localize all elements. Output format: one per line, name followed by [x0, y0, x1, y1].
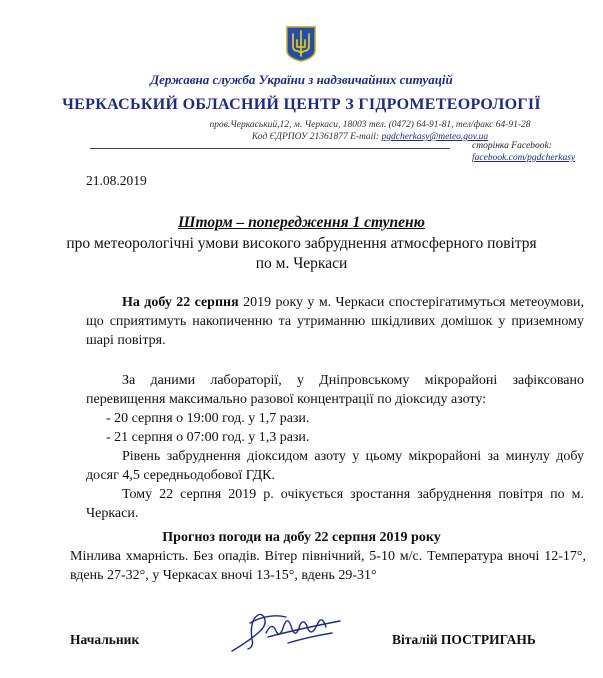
document-subtitle: про метеорологічні умови високого забруднення атмосферного повітря по м. Черкаси	[66, 235, 537, 272]
document-date: 21.08.2019	[86, 173, 147, 188]
header-divider	[90, 148, 450, 149]
facebook-label: сторінка Facebook:	[472, 141, 552, 151]
list-item: - 21 серпня о 07:00 год. у 1,3 рази.	[106, 430, 310, 445]
document-title: Шторм – попередження 1 ступеню	[178, 214, 425, 231]
handwritten-signature-icon	[228, 603, 348, 655]
paragraph-pollution-level: Рівень забруднення діоксидом азоту у цьому мікрорайоні за минулу добу досяг 4,5 середньодобової ГДК.	[86, 449, 584, 483]
forecast-title: Прогноз погоди на добу 22 серпня 2019 року	[162, 530, 441, 545]
list-item: - 20 серпня о 19:00 год. у 1,7 рази.	[106, 411, 310, 426]
paragraph-date-bold: На добу 22 серпня	[122, 295, 239, 310]
forecast-text: Мінлива хмарність. Без опадів. Вітер північний, 5-10 м/с. Температура вночі 12-17°, вдень 27-32°, у Черкасах вночі 13-15°, вдень 29-31°	[70, 549, 586, 583]
paragraph-lab-data: За даними лабораторії, у Дніпровському мікрорайоні зафіксовано перевищення максимально разової концентрації по діоксиду азоту:	[86, 373, 584, 407]
agency-name: Державна служба України з надзвичайних ситуацій	[150, 72, 453, 87]
facebook-info	[472, 140, 575, 164]
paragraph-expectation: Тому 22 серпня 2019 р. очікується зростання забруднення повітря по м. Черкаси.	[86, 487, 584, 521]
center-name: ЧЕРКАСЬКИЙ ОБЛАСНИЙ ЦЕНТР З ГІДРОМЕТЕОРОЛОГІЇ	[62, 96, 541, 113]
signer-position: Начальник	[70, 632, 140, 647]
paragraph-forecast-conditions	[86, 293, 584, 350]
facebook-link[interactable]: facebook.com/pgdcherkasy	[472, 153, 576, 163]
code-label: Код ЄДРПОУ 21361877 E-mail:	[251, 132, 382, 142]
paragraph-text: 2019 року у м. Черкаси спостерігатимуться метеоумови, що сприятимуть накопиченню та утриманню шкідливих домішок у приземному шарі повітря.	[86, 295, 585, 348]
trident-coat-of-arms-icon	[286, 26, 316, 62]
signer-name: Віталій ПОСТРИГАНЬ	[392, 632, 536, 647]
address-line: пров.Черкаський,12, м. Черкаси, 18003 тел. (0472) 64-91-81, тел/факс 64-91-28	[209, 120, 531, 130]
email-link[interactable]: pgdcherkasy@meteo.gov.ua	[381, 132, 489, 142]
